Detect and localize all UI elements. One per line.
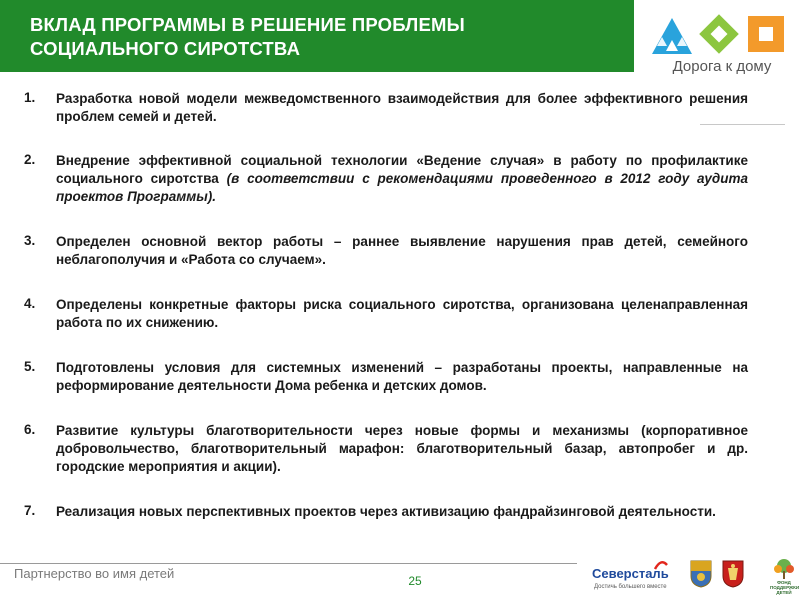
item-number: 5. (24, 359, 36, 374)
item-text: Определен основной вектор работы – раннее выявление нарушения прав детей, семейного неблагополучия и «Работа со случаем». (56, 234, 748, 267)
footer-slogan: Партнерство во имя детей (14, 566, 175, 581)
logo-diamond-icon (699, 14, 739, 54)
item-text: Реализация новых перспективных проектов через активизацию фандрайзинговой деятельности. (56, 504, 716, 519)
list-item (24, 422, 748, 476)
logo-shapes-icon (650, 14, 790, 56)
list-item (24, 90, 748, 126)
fund-label: ФОНД ПОДДЕРЖКИ ДЕТЕЙ (770, 580, 800, 595)
logo-triangle-icon (652, 18, 692, 54)
achievements-list (24, 90, 748, 521)
program-logo (640, 0, 800, 90)
item-text: Разработка новой модели межведомственного взаимодействия для более эффективного решения проблем семей и детей. (56, 91, 748, 124)
page-number: 25 (408, 574, 422, 588)
title-line-1: ВКЛАД ПРОГРАММЫ В РЕШЕНИЕ ПРОБЛЕМЫ (30, 14, 465, 35)
coat-of-arms-city-icon (690, 560, 712, 588)
item-text: Определены конкретные факторы риска социального сиротства, организована целенаправленная работа по их снижению. (56, 297, 748, 330)
item-text: Подготовлены условия для системных изменений – разработаны проекты, направленные на реформирование деятельности Дома ребенка и детских домов. (56, 360, 748, 393)
severstal-logo (592, 560, 682, 596)
children-support-fund-logo (770, 558, 798, 598)
list-item (24, 152, 748, 206)
severstal-name: Северсталь (592, 566, 669, 581)
list-item (24, 503, 748, 521)
page-title (30, 13, 620, 61)
list-item (24, 296, 748, 332)
footer-divider (0, 563, 577, 564)
item-number: 7. (24, 503, 36, 518)
list-item (24, 233, 748, 269)
item-number: 3. (24, 233, 36, 248)
coat-of-arms-region-icon (722, 560, 744, 588)
item-number: 4. (24, 296, 36, 311)
item-number: 6. (24, 422, 36, 437)
fund-tree-icon (770, 558, 798, 580)
item-italic-text: (в соответствии с рекомендациями проведенного в 2012 году аудита проектов Программы). (56, 171, 748, 204)
severstal-tagline: Достичь большего вместе (594, 584, 667, 590)
item-number: 2. (24, 152, 36, 167)
partner-logos (592, 556, 800, 600)
logo-square-icon (748, 16, 784, 52)
logo-caption: Дорога к дому (672, 58, 772, 75)
item-number: 1. (24, 90, 36, 105)
title-line-2: СОЦИАЛЬНОГО СИРОТСТВА (30, 38, 301, 59)
item-text: Развитие культуры благотворительности через новые формы и механизмы (корпоративное добровольчество, благотворительный марафон: благотворительный базар, автопробег и др. городские мероприятия и акции). (56, 423, 748, 474)
item-text: Внедрение эффективной социальной технологии «Ведение случая» в работу по профилактике социального сиротства (56, 153, 748, 186)
title-band (0, 0, 634, 72)
list-item (24, 359, 748, 395)
